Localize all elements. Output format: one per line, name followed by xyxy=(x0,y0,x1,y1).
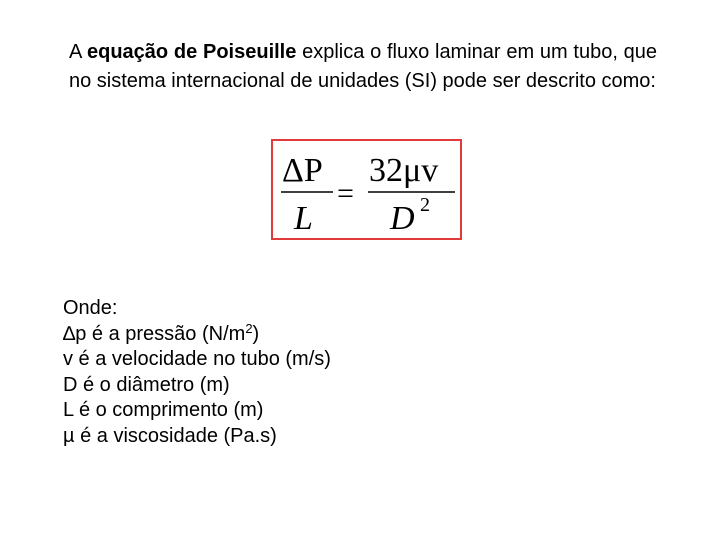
definition-pressure-exponent: 2 xyxy=(245,320,253,336)
formula-numerator-right: 32μv xyxy=(369,152,439,189)
definition-velocity: v é a velocidade no tubo (m/s) xyxy=(63,348,331,370)
definition-pressure xyxy=(63,322,483,348)
definition-viscosity: µ é a viscosidade (Pa.s) xyxy=(63,424,277,447)
formula-numerator-left: ΔP xyxy=(282,152,323,189)
formula-box xyxy=(271,139,462,240)
intro-term-bold: equação de Poiseuille xyxy=(87,41,297,63)
definition-length: L é o comprimento (m) xyxy=(63,399,264,421)
formula-denominator-left: L xyxy=(294,200,313,237)
poiseuille-formula xyxy=(273,141,460,238)
definitions-list xyxy=(63,296,483,449)
intro-rest: explica o fluxo laminar em um tubo, que no sistema internacional de unidades (SI) pode ser descrito como: xyxy=(69,41,657,92)
definition-pressure-text: ∆p é a pressão (N/m xyxy=(63,322,246,345)
formula-denominator-right-base: D xyxy=(390,200,415,237)
definitions-heading: Onde: xyxy=(63,297,118,319)
formula-denominator-right-exponent: 2 xyxy=(420,194,430,216)
intro-paragraph xyxy=(69,38,657,96)
intro-lead: A xyxy=(69,41,87,63)
formula-equals: = xyxy=(337,177,354,210)
definition-diameter: D é o diâmetro (m) xyxy=(63,373,230,396)
definition-pressure-close: ) xyxy=(252,322,260,345)
